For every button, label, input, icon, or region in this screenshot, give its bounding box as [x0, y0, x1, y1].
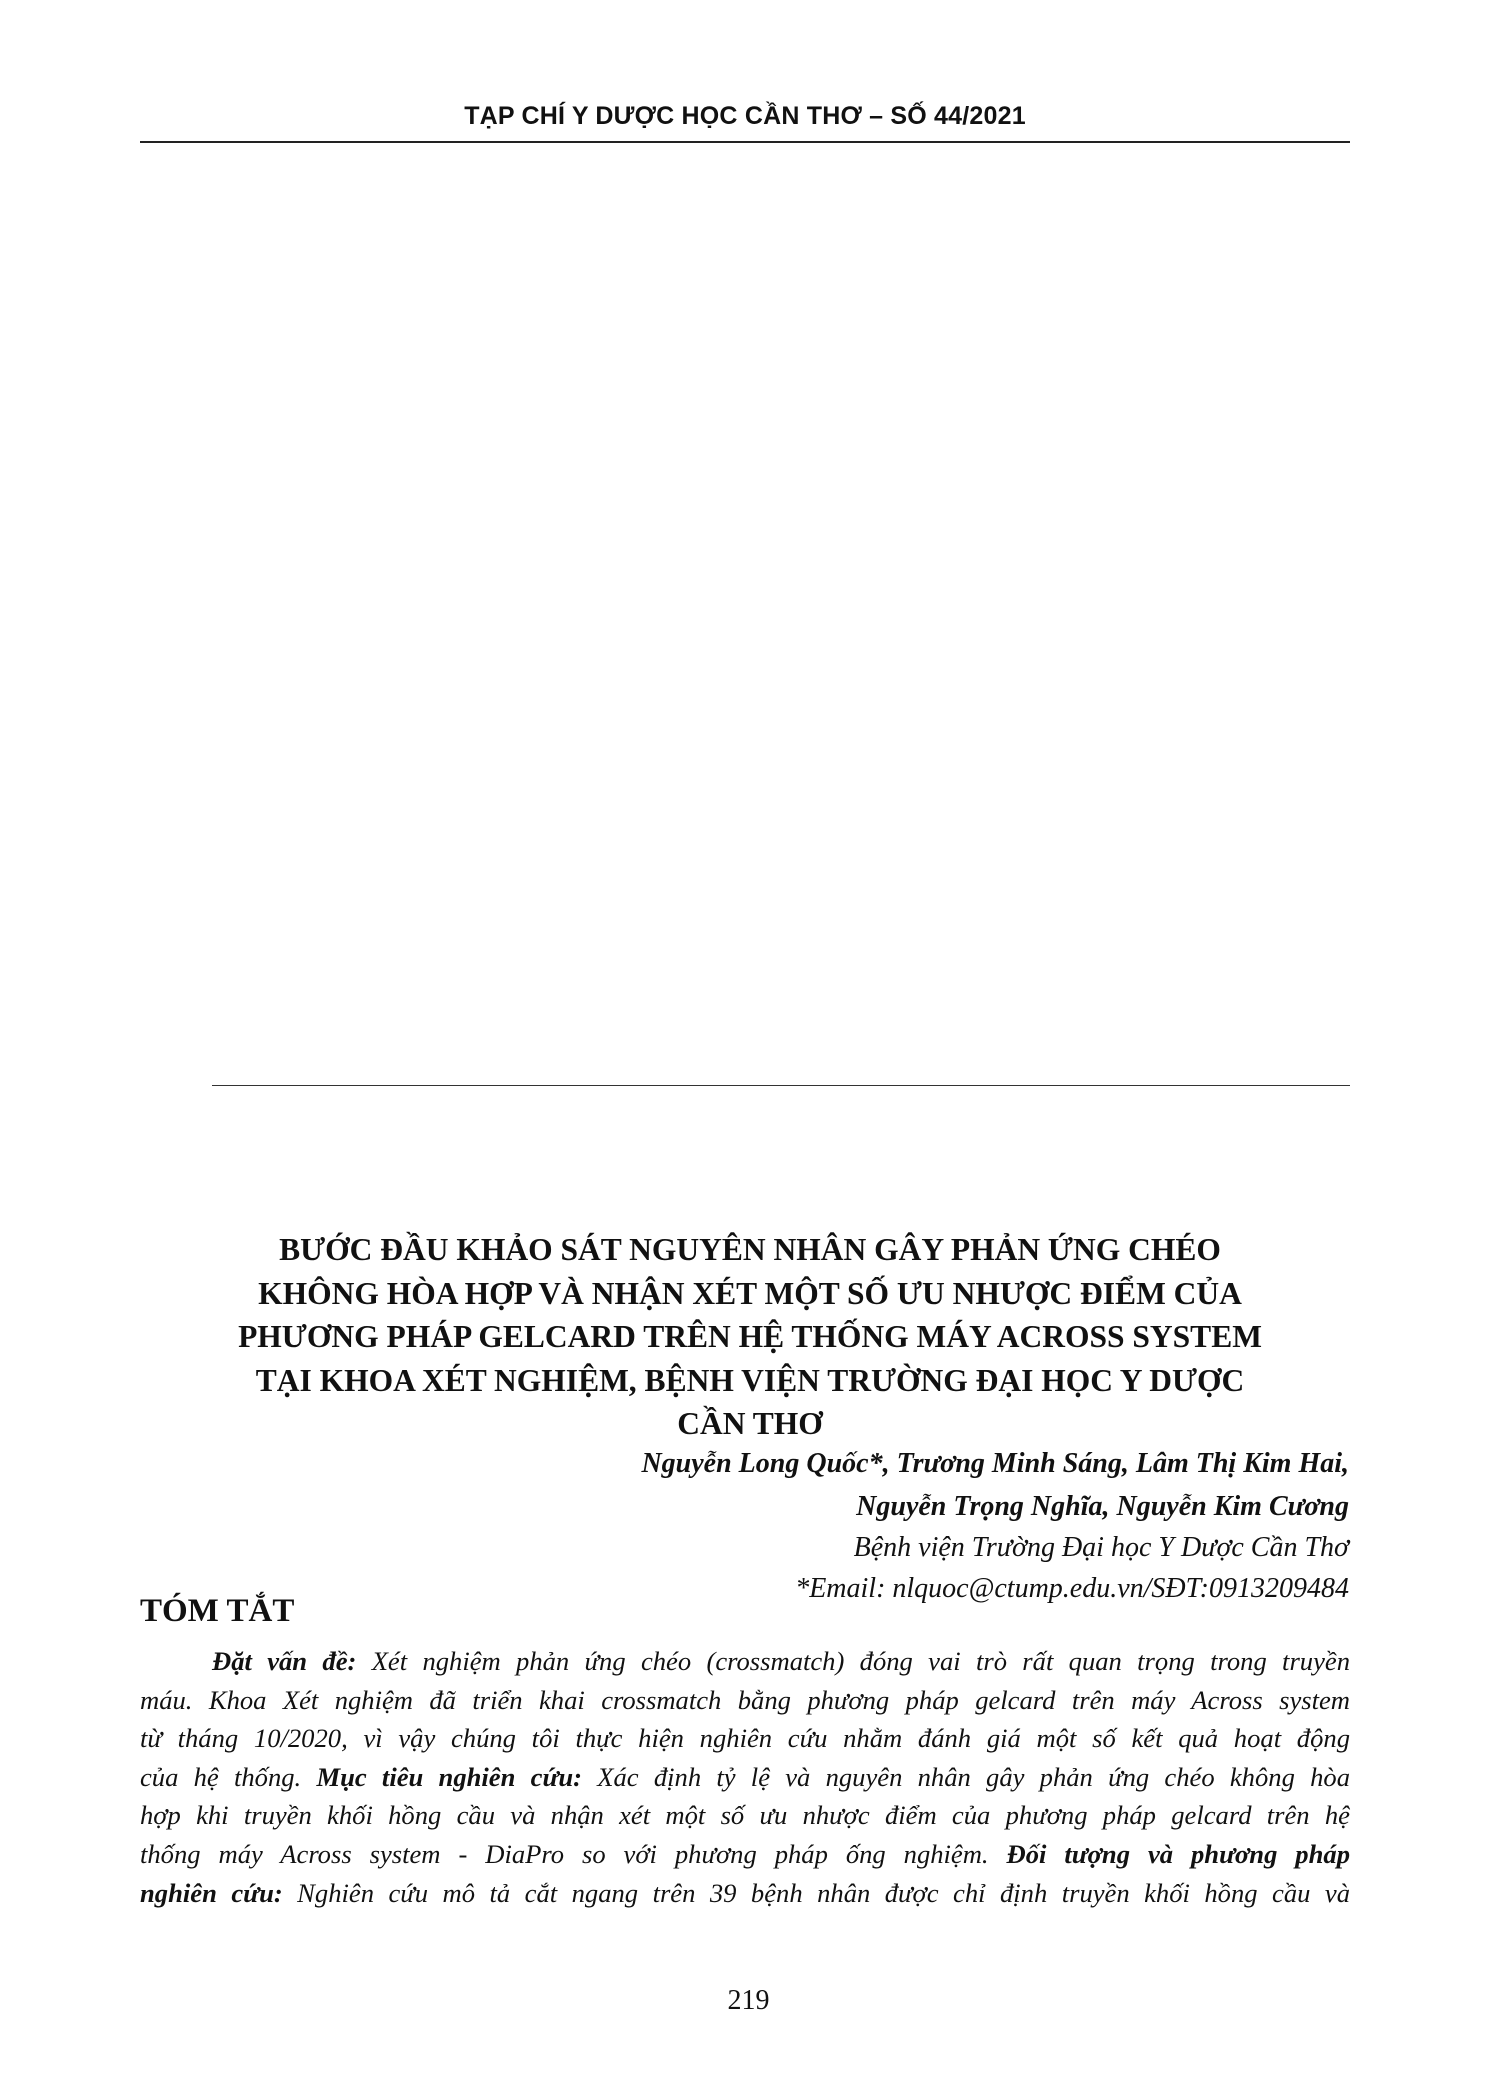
abstract-line: của hệ thống. Mục tiêu nghiên cứu: Xác định tỷ lệ và nguyên nhân gây phản ứng chéo không hòa	[140, 1761, 1350, 1792]
abstract-body	[140, 1642, 1350, 1912]
journal-running-header: TẠP CHÍ Y DƯỢC HỌC CẦN THƠ – SỐ 44/2021	[464, 102, 1026, 130]
abstract-line: thống máy Across system - DiaPro so với phương pháp ống nghiệm. Đối tượng và phương pháp	[140, 1838, 1350, 1869]
label-methods: Đối tượng và phương pháp	[1006, 1838, 1350, 1869]
label-objectives: Mục tiêu nghiên cứu:	[316, 1761, 583, 1792]
title-line: TẠI KHOA XÉT NGHIỆM, BỆNH VIỆN TRƯỜNG ĐẠI HỌC Y DƯỢC	[255, 1362, 1245, 1398]
author-line: Nguyễn Long Quốc*, Trương Minh Sáng, Lâm Thị Kim Hai,	[641, 1448, 1349, 1479]
label-background: Đặt vấn đề:	[212, 1646, 357, 1676]
affiliation: Bệnh viện Trường Đại học Y Dược Cần Thơ	[853, 1532, 1349, 1563]
page-number: 219	[727, 1985, 770, 2016]
title-line: CẦN THƠ	[677, 1406, 823, 1441]
abstract-line: từ tháng 10/2020, vì vậy chúng tôi thực hiện nghiên cứu nhằm đánh giá một số kết quả hoạt động	[140, 1723, 1350, 1754]
title-line: PHƯƠNG PHÁP GELCARD TRÊN HỆ THỐNG MÁY ACROSS SYSTEM	[238, 1319, 1262, 1354]
author-line: Nguyễn Trọng Nghĩa, Nguyễn Kim Cương	[856, 1491, 1349, 1522]
title-line: KHÔNG HÒA HỢP VÀ NHẬN XÉT MỘT SỐ ƯU NHƯỢC ĐIỂM CỦA	[258, 1275, 1242, 1311]
title-line: BƯỚC ĐẦU KHẢO SÁT NGUYÊN NHÂN GÂY PHẢN ỨNG CHÉO	[279, 1232, 1221, 1267]
header-rule	[140, 141, 1350, 143]
abstract-line: nghiên cứu: Nghiên cứu mô tả cắt ngang trên 39 bệnh nhân được chỉ định truyền khối hồng cầu và	[140, 1877, 1350, 1908]
affiliation-block	[449, 1527, 1349, 1609]
abstract-heading: TÓM TẮT	[140, 1593, 295, 1629]
author-list	[449, 1442, 1349, 1528]
abstract-line: Đặt vấn đề: Xét nghiệm phản ứng chéo (crossmatch) đóng vai trò rất quan trọng trong truyền	[212, 1646, 1350, 1676]
contact-info: *Email: nlquoc@ctump.edu.vn/SĐT:0913209484	[795, 1573, 1349, 1604]
article-title	[150, 1228, 1350, 1446]
abstract-line: máu. Khoa Xét nghiệm đã triển khai crossmatch bằng phương pháp gelcard trên máy Across system	[140, 1684, 1350, 1715]
section-divider-rule	[212, 1085, 1350, 1086]
abstract-line: hợp khi truyền khối hồng cầu và nhận xét một số ưu nhược điểm của phương pháp gelcard trên hệ	[140, 1800, 1350, 1831]
label-methods-cont: nghiên cứu:	[140, 1877, 283, 1908]
